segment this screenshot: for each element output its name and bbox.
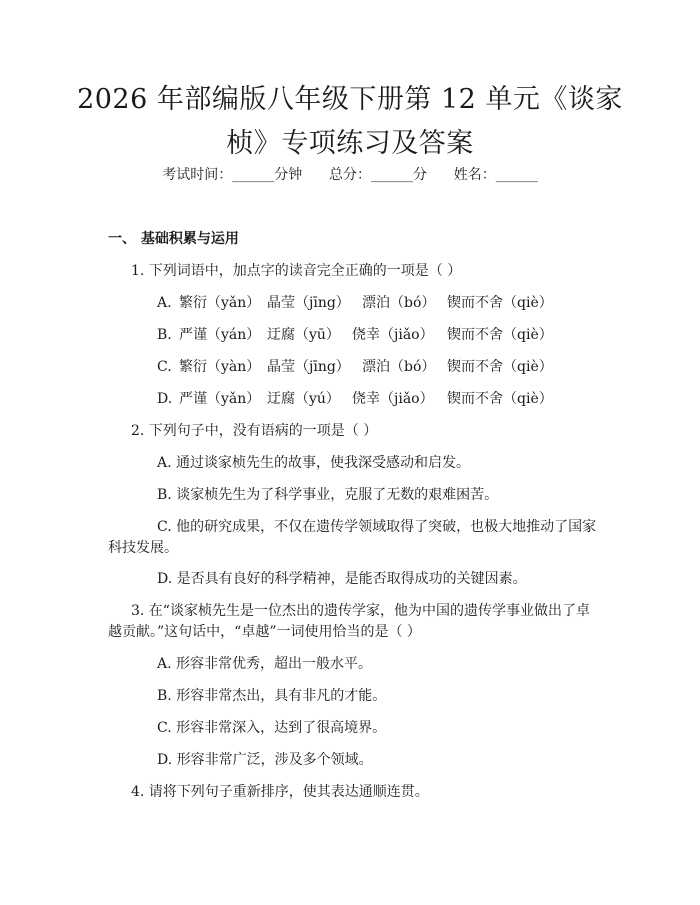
exam-info: 考试时间：______分钟 总分：______分 姓名：______ bbox=[162, 167, 538, 183]
question-4-stem: 4. 请将下列句子重新排序，使其表达通顺连贯。 bbox=[131, 784, 429, 800]
title-line-2: 桢》专项练习及答案 bbox=[226, 128, 474, 159]
option-word: 晶莹（jīng） bbox=[267, 359, 350, 375]
question-3-option-c: C. 形容非常深入，达到了很高境界。 bbox=[157, 720, 387, 736]
option-word: 晶莹（jīng） bbox=[267, 295, 350, 311]
option-word: 严谨（yǎn） bbox=[179, 391, 261, 407]
document-title bbox=[60, 78, 640, 166]
option-word: 锲而不舍（qiè） bbox=[447, 391, 553, 407]
title-line-1: 2026 年部编版八年级下册第 12 单元《谈家 bbox=[77, 84, 623, 115]
question-3-stem-line-2: 越贡献。”这句话中，“卓越”一词使用恰当的是（ ） bbox=[108, 624, 421, 640]
option-word: 锲而不舍（qiè） bbox=[447, 295, 553, 311]
question-1-stem: 1. 下列词语中，加点字的读音完全正确的一项是（ ） bbox=[131, 263, 462, 279]
option-letter: D. bbox=[157, 391, 173, 407]
option-word: 严谨（yán） bbox=[179, 327, 261, 343]
question-2-option-b: B. 谈家桢先生为了科学事业，克服了无数的艰难困苦。 bbox=[157, 487, 499, 503]
question-2-option-d: D. 是否具有良好的科学精神，是能否取得成功的关键因素。 bbox=[157, 571, 527, 587]
question-2-stem: 2. 下列句子中，没有语病的一项是（ ） bbox=[131, 423, 378, 439]
option-word: 锲而不舍（qiè） bbox=[447, 327, 553, 343]
question-3-option-a: A. 形容非常优秀，超出一般水平。 bbox=[157, 656, 373, 672]
option-letter: C. bbox=[157, 359, 172, 375]
option-word: 侥幸（jiǎo） bbox=[352, 327, 434, 343]
question-3-option-d: D. 形容非常广泛，涉及多个领域。 bbox=[157, 752, 373, 768]
question-2-option-c-line-2: 科技发展。 bbox=[108, 540, 178, 556]
option-word: 繁衍（yǎn） bbox=[179, 295, 261, 311]
option-word: 漂泊（bó） bbox=[362, 359, 436, 375]
option-word: 迂腐（yū） bbox=[267, 327, 340, 343]
option-word: 迂腐（yú） bbox=[267, 391, 340, 407]
question-3-stem-line-1: 3. 在“谈家桢先生是一位杰出的遗传学家，他为中国的遗传学事业做出了卓 bbox=[131, 603, 590, 619]
option-letter: B. bbox=[157, 327, 172, 343]
option-word: 繁衍（yàn） bbox=[179, 359, 261, 375]
option-word: 漂泊（bó） bbox=[362, 295, 436, 311]
section-heading: 一、 基础积累与运用 bbox=[108, 231, 239, 247]
option-word: 锲而不舍（qiè） bbox=[447, 359, 553, 375]
question-3-option-b: B. 形容非常杰出，具有非凡的才能。 bbox=[157, 688, 387, 704]
option-word: 侥幸（jiǎo） bbox=[352, 391, 434, 407]
question-2-option-c-line-1: C. 他的研究成果，不仅在遗传学领域取得了突破，也极大地推动了国家 bbox=[157, 519, 597, 535]
question-2-option-a: A. 通过谈家桢先生的故事，使我深受感动和启发。 bbox=[157, 455, 471, 471]
option-letter: A. bbox=[157, 295, 172, 311]
